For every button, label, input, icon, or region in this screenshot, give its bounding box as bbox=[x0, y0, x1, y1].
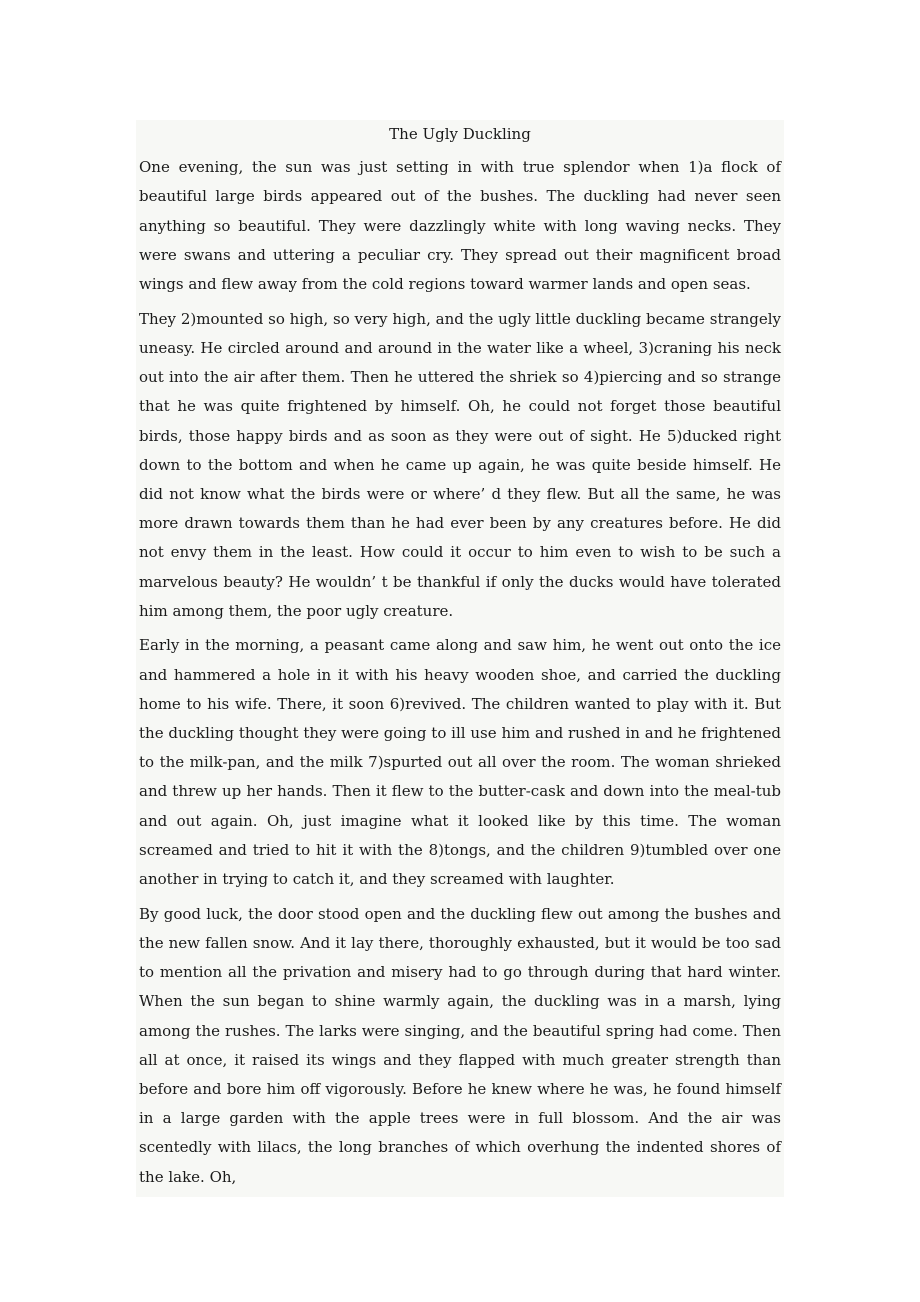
paragraph-1: One evening, the sun was just setting in with true splendor when 1)a flock of beautiful large birds appeared out of the bushes. The duckling had never seen anything so beautiful. They were dazzlingly white with long waving necks. They were swans and uttering a peculiar cry. They spread out their magnificent broad wings and flew away from the cold regions toward warmer lands and open seas. bbox=[139, 158, 781, 294]
paragraph-4: By good luck, the door stood open and the duckling flew out among the bushes and the new fallen snow. And it lay there, thoroughly exhausted, but it would be too sad to mention all the privation and misery had to go through during that hard winter. When the sun began to shine warmly again, the duckling was in a marsh, lying among the rushes. The larks were singing, and the beautiful spring had come. Then all at once, it raised its wings and they flapped with much greater strength than before and bore him off vigorously. Before he knew where he was, he found himself in a large garden with the apple trees were in full blossom. And the air was scentedly with lilacs, the long branches of which overhung the indented shores of the lake. Oh, bbox=[139, 904, 781, 1186]
paragraph-3: Early in the morning, a peasant came along and saw him, he went out onto the ice and hammered a hole in it with his heavy wooden shoe, and carried the duckling home to his wife. There, it soon 6)revived. The children wanted to play with it. But the duckling thought they were going to ill use him and rushed in and he frightened to the milk-pan, and the milk 7)spurted out all over the room. The woman shrieked and threw up her hands. Then it flew to the butter-cask and down into the meal-tub and out again. Oh, just imagine what it looked like by this time. The woman screamed and tried to hit it with the 8)tongs, and the children 9)tumbled over one another in trying to catch it, and they screamed with laughter. bbox=[139, 636, 781, 889]
document-title: The Ugly Duckling bbox=[389, 125, 531, 143]
paragraph-2: They 2)mounted so high, so very high, and the ugly little duckling became strangely uneasy. He circled around and around in the water like a wheel, 3)craning his neck out into the air after them. Then he uttered the shriek so 4)piercing and so strange that he was quite frightened by himself. Oh, he could not forget those beautiful birds, those happy birds and as soon as they were out of sight. He 5)ducked right down to the bottom and when he came up again, he was quite beside himself. He did not know what the birds were or where’ d they flew. But all the same, he was more drawn towards them than he had ever been by any creatures before. He did not envy them in the least. How could it occur to him even to wish to be such a marvelous beauty? He wouldn’ t be thankful if only the ducks would have tolerated him among them, the poor ugly creature. bbox=[139, 309, 781, 620]
story-text-block bbox=[136, 120, 784, 1197]
